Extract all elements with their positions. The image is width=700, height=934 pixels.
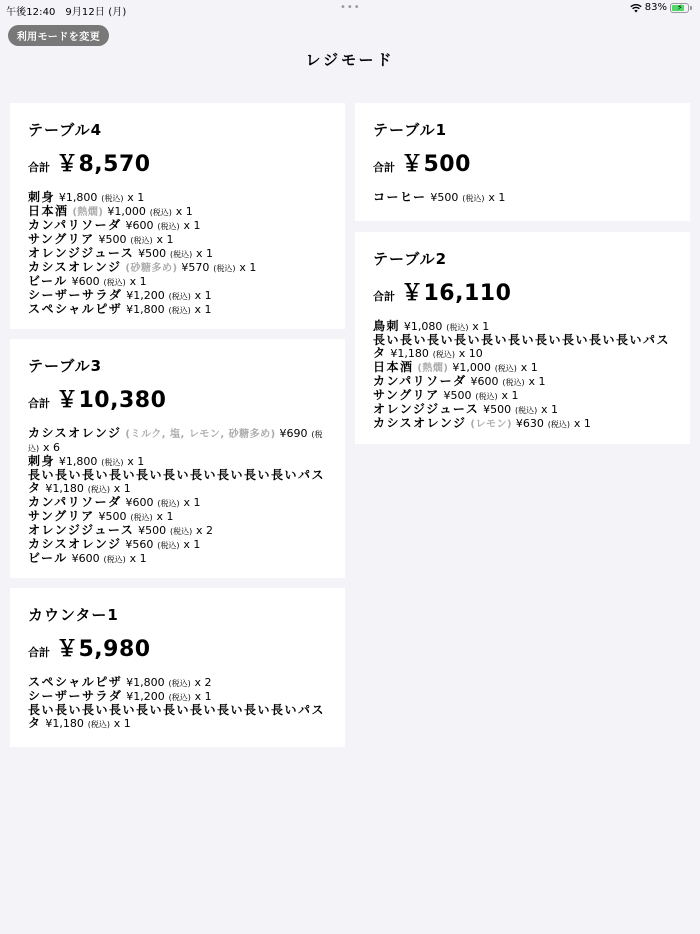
item-price: ¥1,000 (452, 361, 491, 374)
order-card-counter1[interactable] (10, 588, 345, 747)
item-option: (熱燗) (72, 207, 104, 218)
item-name: サングリア (28, 509, 95, 523)
item-tax-label: (税込) (168, 306, 191, 315)
item-tax-label: (税込) (87, 720, 110, 729)
item-price: ¥1,800 (126, 303, 165, 316)
item-price: ¥600 (71, 552, 100, 565)
item-quantity: x 1 (488, 191, 506, 204)
item-name: オレンジジュース (28, 246, 135, 260)
total-label: 合計 (28, 161, 50, 174)
item-quantity: x 1 (156, 233, 174, 246)
item-quantity: x 1 (183, 219, 201, 232)
item-tax-label: (税込) (502, 378, 525, 387)
item-name: カンパリソーダ (28, 218, 122, 232)
total-value: ￥8,570 (56, 152, 151, 177)
time-text: 午後12:40 (6, 7, 56, 18)
item-name: 鳥刺 (373, 319, 401, 333)
item-price: ¥1,800 (126, 676, 165, 689)
item-quantity: x 1 (194, 690, 212, 703)
item-name: シーザーサラダ (28, 288, 123, 302)
item-quantity: x 1 (113, 717, 131, 730)
item-name: オレンジジュース (373, 402, 480, 416)
item-option: (ミルク, 塩, レモン, 砂糖多め) (125, 429, 276, 440)
item-tax-label: (税込) (547, 420, 570, 429)
item-quantity: x 1 (194, 303, 212, 316)
item-quantity: x 6 (42, 441, 60, 454)
total-value: ￥10,380 (56, 388, 167, 413)
order-card-table4[interactable] (10, 103, 345, 329)
order-item (28, 496, 327, 510)
status-bar (0, 0, 700, 18)
item-price: ¥560 (125, 538, 154, 551)
order-item (28, 676, 327, 690)
item-list (373, 320, 672, 431)
item-option: (熱燗) (417, 363, 449, 374)
item-name: 日本酒 (373, 360, 414, 374)
item-name: サングリア (28, 232, 95, 246)
item-price: ¥570 (181, 261, 210, 274)
item-quantity: x 1 (127, 191, 145, 204)
card-title: テーブル4 (28, 121, 103, 139)
item-quantity: x 1 (175, 205, 193, 218)
item-tax-label: (税込) (169, 250, 193, 259)
item-price: ¥1,080 (403, 320, 443, 333)
card-title: テーブル2 (373, 250, 448, 268)
item-tax-label: (税込) (213, 264, 236, 273)
item-price: ¥600 (71, 275, 100, 288)
item-name: ビール (28, 274, 68, 288)
order-card-table1[interactable] (355, 103, 690, 221)
item-tax-label: (税込) (130, 236, 153, 245)
status-indicators (630, 2, 692, 13)
item-quantity: x 2 (196, 524, 214, 537)
item-price: ¥500 (430, 191, 459, 204)
order-item (28, 219, 327, 233)
card-total (28, 147, 327, 179)
item-name: カシスオレンジ (373, 416, 467, 430)
item-tax-label: (税込) (157, 541, 180, 550)
total-label: 合計 (28, 646, 50, 659)
card-title: テーブル3 (28, 357, 103, 375)
item-quantity: x 1 (129, 552, 147, 565)
change-mode-button[interactable]: 利用モードを変更 (8, 25, 109, 46)
item-name: 刺身 (28, 454, 56, 468)
order-item (373, 361, 672, 375)
item-price: ¥690 (279, 427, 308, 440)
item-quantity: x 1 (113, 482, 131, 495)
item-quantity: x 1 (573, 417, 591, 430)
item-price: ¥1,180 (390, 347, 429, 360)
item-price: ¥630 (515, 417, 544, 430)
item-quantity: x 1 (129, 275, 147, 288)
total-label: 合計 (28, 397, 50, 410)
total-value: ￥16,110 (401, 281, 512, 306)
item-quantity: x 1 (528, 375, 546, 388)
item-tax-label: (税込) (169, 527, 193, 536)
order-item (373, 375, 672, 389)
item-price: ¥500 (98, 510, 127, 523)
item-quantity: x 1 (520, 361, 538, 374)
order-item (373, 403, 672, 417)
battery-percent: 83% (644, 2, 667, 13)
item-price: ¥500 (483, 403, 512, 416)
item-tax-label: (税込) (101, 194, 124, 203)
item-quantity: x 1 (156, 510, 174, 523)
item-name: 長い長い長い長い長い長い長い長い長い長いパスタ (28, 703, 326, 730)
item-tax-label: (税込) (149, 208, 172, 217)
item-name: 日本酒 (28, 204, 69, 218)
item-name: シーザーサラダ (28, 689, 123, 703)
item-quantity: x 1 (194, 289, 212, 302)
card-total (28, 632, 327, 664)
item-name: カシスオレンジ (28, 537, 122, 551)
item-price: ¥1,200 (126, 690, 165, 703)
item-tax-label: (税込) (446, 323, 469, 332)
item-quantity: x 1 (183, 538, 201, 551)
item-tax-label: (税込) (28, 430, 323, 453)
item-quantity: x 1 (239, 261, 257, 274)
order-item (28, 510, 327, 524)
item-option: (レモン) (470, 419, 513, 430)
order-item (28, 233, 327, 247)
total-value: ￥5,980 (56, 637, 151, 662)
card-total (373, 276, 672, 308)
item-quantity: x 1 (541, 403, 559, 416)
item-tax-label: (税込) (494, 364, 517, 373)
item-quantity: x 1 (472, 320, 490, 333)
page-title: レジモード (305, 51, 395, 69)
order-item (373, 334, 672, 361)
total-label: 合計 (373, 161, 395, 174)
item-price: ¥1,180 (45, 482, 84, 495)
item-price: ¥500 (98, 233, 127, 246)
item-quantity: x 2 (194, 676, 212, 689)
order-item (28, 275, 327, 289)
item-price: ¥600 (470, 375, 499, 388)
item-price: ¥500 (138, 524, 167, 537)
item-tax-label: (税込) (432, 350, 455, 359)
item-quantity: x 1 (196, 247, 214, 260)
item-list (28, 427, 327, 566)
item-name: カンパリソーダ (373, 374, 467, 388)
item-tax-label: (税込) (103, 555, 126, 564)
item-price: ¥1,180 (45, 717, 84, 730)
total-label: 合計 (373, 290, 395, 303)
order-item (28, 455, 327, 469)
order-item (28, 690, 327, 704)
order-item (28, 303, 327, 317)
item-tax-label: (税込) (157, 222, 180, 231)
item-list (28, 676, 327, 731)
order-card-table3[interactable] (10, 339, 345, 578)
item-price: ¥1,000 (107, 205, 146, 218)
order-item (28, 261, 327, 275)
item-name: 長い長い長い長い長い長い長い長い長い長いパスタ (28, 468, 326, 495)
card-title: テーブル1 (373, 121, 448, 139)
card-total (28, 383, 327, 415)
card-title: カウンター1 (28, 606, 119, 624)
order-card-table2[interactable] (355, 232, 690, 444)
item-tax-label: (税込) (514, 406, 538, 415)
item-tax-label: (税込) (101, 458, 124, 467)
item-price: ¥600 (125, 219, 154, 232)
item-price: ¥1,200 (126, 289, 165, 302)
item-tax-label: (税込) (87, 485, 110, 494)
item-name: カシスオレンジ (28, 260, 122, 274)
item-option: (砂糖多め) (125, 263, 178, 274)
order-item (28, 205, 327, 219)
order-item (28, 427, 327, 455)
item-name: サングリア (373, 388, 440, 402)
order-item (373, 417, 672, 431)
order-item (28, 469, 327, 496)
item-price: ¥600 (125, 496, 154, 509)
order-item (373, 191, 672, 205)
item-name: 長い長い長い長い長い長い長い長い長い長いパスタ (373, 333, 671, 360)
item-tax-label: (税込) (130, 513, 153, 522)
item-tax-label: (税込) (475, 392, 498, 401)
item-name: コーヒー (373, 190, 427, 204)
item-tax-label: (税込) (462, 194, 485, 203)
item-quantity: x 10 (458, 347, 483, 360)
item-price: ¥1,800 (58, 455, 98, 468)
item-tax-label: (税込) (168, 292, 191, 301)
battery-charging-icon: ⚡ (670, 3, 692, 13)
item-name: オレンジジュース (28, 523, 135, 537)
order-item (28, 538, 327, 552)
order-item (373, 389, 672, 403)
item-quantity: x 1 (501, 389, 519, 402)
item-name: カシスオレンジ (28, 426, 122, 440)
item-list (373, 191, 672, 205)
item-tax-label: (税込) (168, 693, 191, 702)
item-name: ビール (28, 551, 68, 565)
item-price: ¥500 (443, 389, 472, 402)
order-item (373, 320, 672, 334)
order-item (28, 247, 327, 261)
item-name: 刺身 (28, 190, 56, 204)
item-name: カンパリソーダ (28, 495, 122, 509)
item-name: スペシャルピザ (28, 675, 123, 689)
order-item (28, 191, 327, 205)
date-text: 9月12日 (月) (65, 7, 127, 18)
item-quantity: x 1 (183, 496, 201, 509)
item-quantity: x 1 (127, 455, 145, 468)
wifi-icon (630, 3, 642, 13)
multitasking-dots-icon[interactable]: ••• (340, 2, 361, 13)
card-total (373, 147, 672, 179)
item-tax-label: (税込) (103, 278, 126, 287)
order-item (28, 289, 327, 303)
order-item (28, 524, 327, 538)
order-item (28, 552, 327, 566)
item-price: ¥500 (138, 247, 167, 260)
item-price: ¥1,800 (58, 191, 98, 204)
item-name: スペシャルピザ (28, 302, 123, 316)
total-value: ￥500 (401, 152, 471, 177)
item-tax-label: (税込) (157, 499, 180, 508)
status-time (6, 3, 126, 18)
item-tax-label: (税込) (168, 679, 191, 688)
item-list (28, 191, 327, 317)
order-item (28, 704, 327, 731)
